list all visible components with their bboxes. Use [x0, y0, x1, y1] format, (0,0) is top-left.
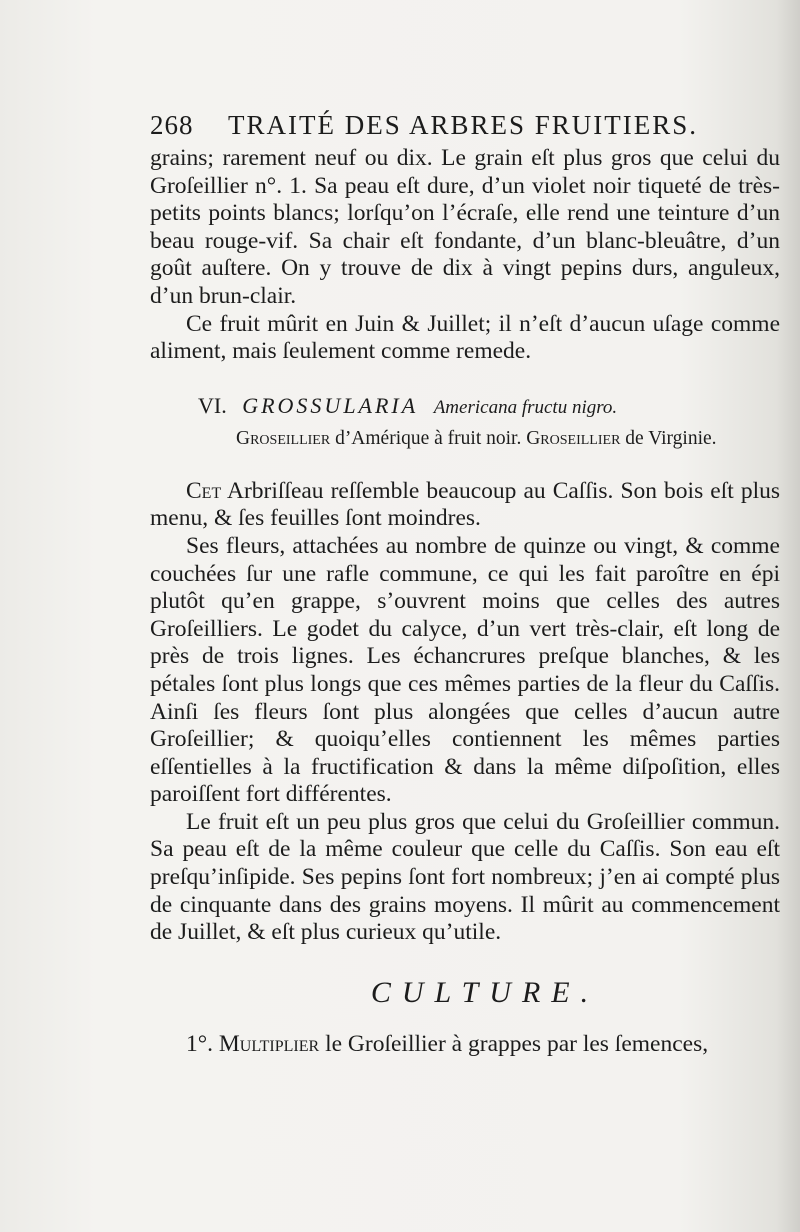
culture-heading: CULTURE.	[370, 975, 600, 1009]
paragraph-continuation: grains; rarement neuf ou dix. Le grain eſt plus gros que celui du Groſeillier n°. 1. Sa peau eſt dure, d’un violet noir tiqueté de très-petits points blancs; lorſqu’on l’écraſe, elle rend une teinture d’un beau rouge-vif. Sa chair eſt fondante, d’un blanc-bleuâtre, d’un goût auſtere. On y trouve de dix à vingt pepins durs, anguleux, d’un brun-clair.	[150, 145, 780, 309]
running-title: TRAITÉ DES ARBRES FRUITIERS.	[228, 110, 699, 140]
common-name-1-small-caps: Groseillier	[236, 427, 331, 449]
common-names	[150, 426, 780, 452]
running-head	[150, 110, 780, 141]
paragraph-description-1-text: Arbriſſeau reſſemble beaucoup au Caſſis. Son bois eſt plus menu, & ſes feuilles ſont moindres.	[150, 477, 780, 532]
paragraph-fruit: Le fruit eſt un peu plus gros que celui du Groſeillier commun. Sa peau eſt de la même couleur que celle du Caſſis. Son eau eſt preſqu’inſipide. Ses pepins ſont fort nombreux; j’en ai compté plus de cinquante dans des grains moyens. Il mûrit au commencement de Juillet, & eſt plus curieux qu’utile.	[150, 808, 780, 946]
culture-item-text: le Groſeillier à grappes par les ſemences,	[319, 1030, 709, 1057]
paragraph-lead-word: Cet	[186, 477, 222, 504]
common-name-2-rest: de Virginie.	[620, 427, 717, 449]
species-entry-heading	[150, 392, 780, 422]
paragraph-ripening: Ce fruit mûrit en Juin & Juillet; il n’eſt d’aucun uſage comme aliment, mais ſeulement comme remede.	[150, 310, 780, 365]
page-content	[150, 110, 780, 1058]
common-name-2-small-caps: Groseillier	[526, 427, 621, 449]
culture-lead-word: Multiplier	[218, 1030, 320, 1057]
latin-genus: GROSSULARIA	[242, 392, 419, 418]
latin-species: Americana fructu nigro.	[433, 396, 618, 418]
entry-number: VI.	[198, 392, 227, 418]
common-name-1-rest: d’Amérique à fruit noir.	[330, 427, 527, 449]
paragraph-culture-1	[150, 1031, 780, 1059]
culture-item-number: 1°.	[186, 1030, 214, 1057]
page-number: 268	[150, 110, 194, 140]
paragraph-description-1	[150, 478, 780, 533]
paragraph-flowers: Ses fleurs, attachées au nombre de quinze ou vingt, & comme couchées ſur une rafle commune, ce qui les fait paroître en épi plutôt qu’en grappe, s’ouvrent moins que celles des autres Groſeilliers. Le godet du calyce, d’un vert très-clair, eſt long de près de trois lignes. Les échancrures preſque blanches, & les pétales ſont plus longs que ces mêmes parties de la fleur du Caſſis. Ainſi ſes fleurs ſont plus alongées que celles d’aucun autre Groſeillier; & quoiqu’elles contiennent les mêmes parties eſſentielles à la fructification & dans la même diſpoſition, elles paroiſſent fort différentes.	[150, 532, 780, 808]
